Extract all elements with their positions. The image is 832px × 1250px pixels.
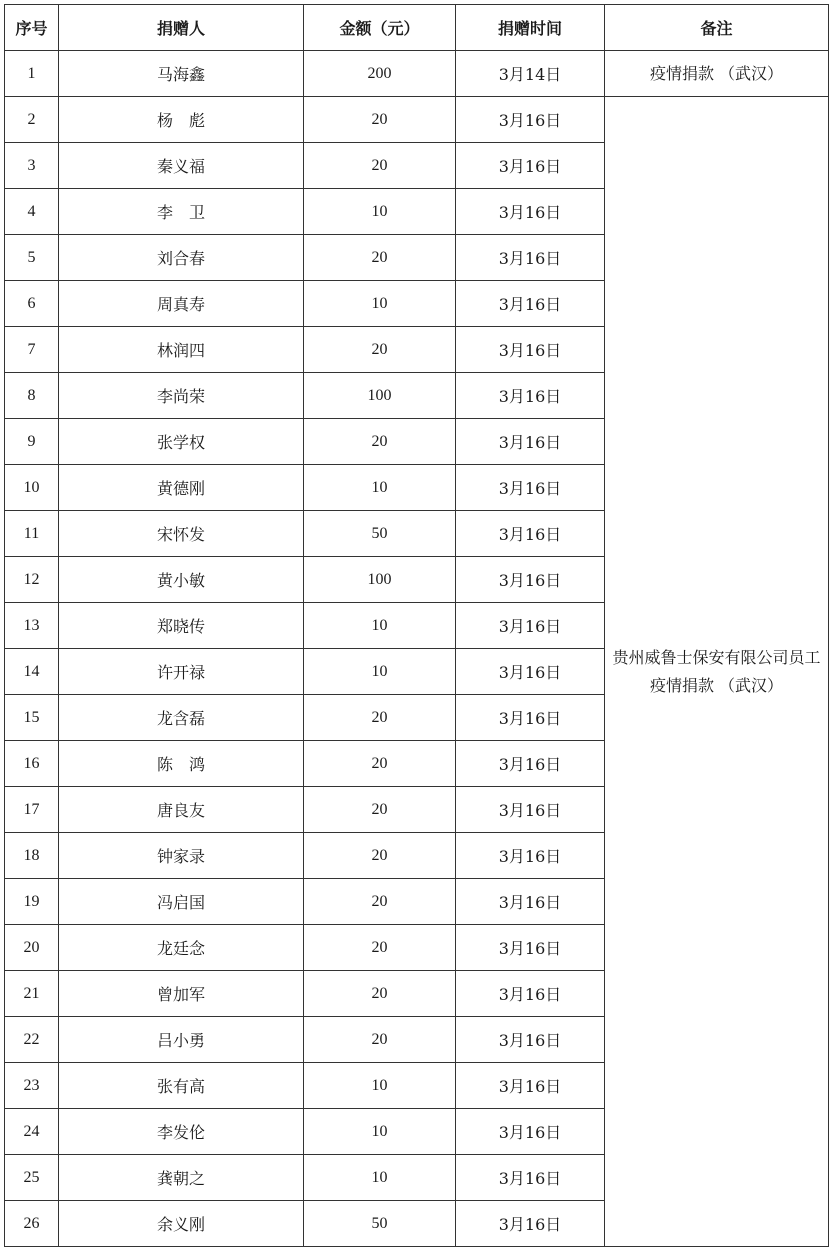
cell-amount: 20 <box>304 143 456 189</box>
cell-donor: 刘合春 <box>59 235 304 281</box>
cell-donor: 龙廷念 <box>59 925 304 971</box>
cell-date: 3月16日 <box>456 879 605 925</box>
cell-amount: 10 <box>304 189 456 235</box>
cell-remark: 疫情捐款 （武汉） <box>605 51 829 97</box>
cell-amount: 100 <box>304 373 456 419</box>
cell-index: 24 <box>5 1109 59 1155</box>
donation-table <box>4 4 829 1247</box>
cell-donor: 吕小勇 <box>59 1017 304 1063</box>
cell-index: 12 <box>5 557 59 603</box>
cell-index: 14 <box>5 649 59 695</box>
cell-amount: 20 <box>304 741 456 787</box>
cell-date: 3月16日 <box>456 327 605 373</box>
cell-index: 3 <box>5 143 59 189</box>
cell-date: 3月16日 <box>456 1109 605 1155</box>
cell-donor: 杨 彪 <box>59 97 304 143</box>
cell-amount: 50 <box>304 511 456 557</box>
cell-date: 3月16日 <box>456 143 605 189</box>
cell-amount: 10 <box>304 603 456 649</box>
cell-amount: 20 <box>304 419 456 465</box>
cell-date: 3月16日 <box>456 603 605 649</box>
cell-date: 3月16日 <box>456 97 605 143</box>
cell-amount: 20 <box>304 925 456 971</box>
cell-date: 3月14日 <box>456 51 605 97</box>
cell-date: 3月16日 <box>456 1063 605 1109</box>
cell-donor: 钟家录 <box>59 833 304 879</box>
cell-amount: 10 <box>304 281 456 327</box>
header-row <box>5 5 829 51</box>
cell-donor: 秦义福 <box>59 143 304 189</box>
cell-index: 9 <box>5 419 59 465</box>
header-amount: 金额（元） <box>304 5 456 51</box>
cell-amount: 50 <box>304 1201 456 1247</box>
cell-amount: 20 <box>304 1017 456 1063</box>
cell-donor: 曾加军 <box>59 971 304 1017</box>
cell-index: 15 <box>5 695 59 741</box>
cell-index: 20 <box>5 925 59 971</box>
cell-amount: 20 <box>304 97 456 143</box>
cell-index: 17 <box>5 787 59 833</box>
cell-donor: 林润四 <box>59 327 304 373</box>
cell-index: 7 <box>5 327 59 373</box>
cell-donor: 宋怀发 <box>59 511 304 557</box>
cell-index: 18 <box>5 833 59 879</box>
cell-index: 4 <box>5 189 59 235</box>
cell-amount: 20 <box>304 833 456 879</box>
cell-date: 3月16日 <box>456 373 605 419</box>
table-body <box>5 51 829 1247</box>
cell-index: 1 <box>5 51 59 97</box>
cell-amount: 10 <box>304 649 456 695</box>
header-index: 序号 <box>5 5 59 51</box>
cell-donor: 冯启国 <box>59 879 304 925</box>
cell-date: 3月16日 <box>456 281 605 327</box>
cell-amount: 100 <box>304 557 456 603</box>
cell-donor: 陈 鸿 <box>59 741 304 787</box>
cell-index: 22 <box>5 1017 59 1063</box>
cell-index: 13 <box>5 603 59 649</box>
cell-donor: 龚朝之 <box>59 1155 304 1201</box>
cell-donor: 黄德刚 <box>59 465 304 511</box>
cell-date: 3月16日 <box>456 833 605 879</box>
table-row <box>5 97 829 143</box>
header-date: 捐赠时间 <box>456 5 605 51</box>
cell-amount: 20 <box>304 235 456 281</box>
cell-date: 3月16日 <box>456 741 605 787</box>
cell-date: 3月16日 <box>456 1201 605 1247</box>
cell-date: 3月16日 <box>456 235 605 281</box>
cell-index: 25 <box>5 1155 59 1201</box>
cell-date: 3月16日 <box>456 189 605 235</box>
cell-donor: 黄小敏 <box>59 557 304 603</box>
cell-donor: 张有高 <box>59 1063 304 1109</box>
cell-amount: 20 <box>304 787 456 833</box>
cell-amount: 10 <box>304 1063 456 1109</box>
cell-amount: 10 <box>304 465 456 511</box>
cell-index: 8 <box>5 373 59 419</box>
cell-index: 19 <box>5 879 59 925</box>
cell-date: 3月16日 <box>456 1155 605 1201</box>
cell-amount: 200 <box>304 51 456 97</box>
cell-donor: 余义刚 <box>59 1201 304 1247</box>
cell-index: 5 <box>5 235 59 281</box>
cell-index: 23 <box>5 1063 59 1109</box>
cell-date: 3月16日 <box>456 557 605 603</box>
cell-date: 3月16日 <box>456 695 605 741</box>
cell-amount: 20 <box>304 879 456 925</box>
cell-donor: 唐良友 <box>59 787 304 833</box>
cell-donor: 龙含磊 <box>59 695 304 741</box>
cell-index: 26 <box>5 1201 59 1247</box>
cell-amount: 10 <box>304 1155 456 1201</box>
cell-date: 3月16日 <box>456 925 605 971</box>
cell-index: 6 <box>5 281 59 327</box>
cell-index: 11 <box>5 511 59 557</box>
cell-date: 3月16日 <box>456 419 605 465</box>
cell-donor: 马海鑫 <box>59 51 304 97</box>
cell-donor: 李发伦 <box>59 1109 304 1155</box>
cell-donor: 张学权 <box>59 419 304 465</box>
cell-index: 2 <box>5 97 59 143</box>
cell-amount: 20 <box>304 327 456 373</box>
cell-donor: 李 卫 <box>59 189 304 235</box>
cell-remark-group: 贵州威鲁士保安有限公司员工疫情捐款 （武汉） <box>605 97 829 1247</box>
cell-index: 21 <box>5 971 59 1017</box>
cell-amount: 20 <box>304 971 456 1017</box>
header-remark: 备注 <box>605 5 829 51</box>
cell-amount: 20 <box>304 695 456 741</box>
cell-date: 3月16日 <box>456 465 605 511</box>
cell-amount: 10 <box>304 1109 456 1155</box>
cell-date: 3月16日 <box>456 649 605 695</box>
header-donor: 捐赠人 <box>59 5 304 51</box>
cell-donor: 周真寿 <box>59 281 304 327</box>
cell-date: 3月16日 <box>456 511 605 557</box>
table-row <box>5 51 829 97</box>
cell-index: 10 <box>5 465 59 511</box>
cell-date: 3月16日 <box>456 1017 605 1063</box>
cell-donor: 许开禄 <box>59 649 304 695</box>
cell-donor: 郑晓传 <box>59 603 304 649</box>
cell-date: 3月16日 <box>456 787 605 833</box>
cell-index: 16 <box>5 741 59 787</box>
cell-donor: 李尚荣 <box>59 373 304 419</box>
cell-date: 3月16日 <box>456 971 605 1017</box>
